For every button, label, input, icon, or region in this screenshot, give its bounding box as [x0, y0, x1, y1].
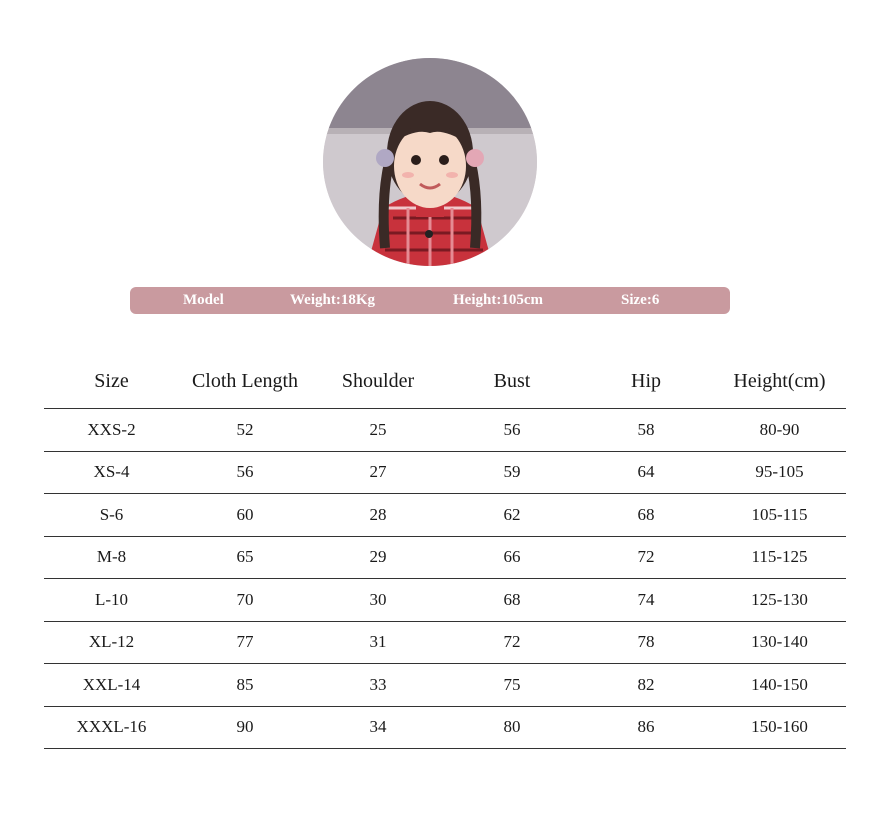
- cell-bust: 72: [445, 621, 579, 664]
- model-photo: [323, 58, 537, 266]
- cell-size: M-8: [44, 536, 179, 579]
- cell-height: 95-105: [713, 451, 846, 494]
- cell-hip: 82: [579, 664, 713, 707]
- cell-cloth-length: 70: [179, 579, 311, 622]
- cell-cloth-length: 52: [179, 409, 311, 452]
- cell-hip: 72: [579, 536, 713, 579]
- cell-bust: 59: [445, 451, 579, 494]
- cell-height: 150-160: [713, 706, 846, 749]
- cell-hip: 64: [579, 451, 713, 494]
- cell-cloth-length: 85: [179, 664, 311, 707]
- header-shoulder: Shoulder: [311, 355, 445, 409]
- cell-size: XXXL-16: [44, 706, 179, 749]
- table-row: [44, 579, 846, 622]
- cell-hip: 74: [579, 579, 713, 622]
- cell-size: XXS-2: [44, 409, 179, 452]
- header-cloth-length: Cloth Length: [179, 355, 311, 409]
- cell-hip: 86: [579, 706, 713, 749]
- table-row: [44, 536, 846, 579]
- cell-size: S-6: [44, 494, 179, 537]
- cell-shoulder: 34: [311, 706, 445, 749]
- cell-height: 105-115: [713, 494, 846, 537]
- cell-bust: 68: [445, 579, 579, 622]
- model-photo-illustration: [323, 58, 537, 266]
- model-size: Size:6: [621, 292, 660, 308]
- cell-hip: 78: [579, 621, 713, 664]
- cell-size: XS-4: [44, 451, 179, 494]
- model-info-bar: [130, 287, 730, 314]
- cell-cloth-length: 77: [179, 621, 311, 664]
- cell-size: XXL-14: [44, 664, 179, 707]
- table-row: [44, 706, 846, 749]
- table-row: [44, 621, 846, 664]
- header-hip: Hip: [579, 355, 713, 409]
- cell-bust: 62: [445, 494, 579, 537]
- cell-height: 80-90: [713, 409, 846, 452]
- cell-height: 140-150: [713, 664, 846, 707]
- cell-hip: 68: [579, 494, 713, 537]
- size-chart-table: [44, 355, 846, 749]
- cell-size: XL-12: [44, 621, 179, 664]
- cell-bust: 75: [445, 664, 579, 707]
- cell-shoulder: 31: [311, 621, 445, 664]
- model-weight: Weight:18Kg: [290, 292, 375, 308]
- cell-cloth-length: 56: [179, 451, 311, 494]
- cell-cloth-length: 65: [179, 536, 311, 579]
- header-size: Size: [44, 355, 179, 409]
- cell-shoulder: 27: [311, 451, 445, 494]
- cell-shoulder: 28: [311, 494, 445, 537]
- cell-bust: 80: [445, 706, 579, 749]
- cell-cloth-length: 60: [179, 494, 311, 537]
- header-height: Height(cm): [713, 355, 846, 409]
- cell-bust: 56: [445, 409, 579, 452]
- cell-shoulder: 33: [311, 664, 445, 707]
- table-row: [44, 409, 846, 452]
- table-header-row: [44, 355, 846, 409]
- cell-shoulder: 25: [311, 409, 445, 452]
- cell-bust: 66: [445, 536, 579, 579]
- cell-height: 130-140: [713, 621, 846, 664]
- header-bust: Bust: [445, 355, 579, 409]
- table-row: [44, 494, 846, 537]
- cell-shoulder: 30: [311, 579, 445, 622]
- cell-cloth-length: 90: [179, 706, 311, 749]
- cell-hip: 58: [579, 409, 713, 452]
- model-label: Model: [183, 292, 224, 308]
- cell-height: 125-130: [713, 579, 846, 622]
- cell-size: L-10: [44, 579, 179, 622]
- table-row: [44, 664, 846, 707]
- cell-shoulder: 29: [311, 536, 445, 579]
- model-height: Height:105cm: [453, 292, 543, 308]
- cell-height: 115-125: [713, 536, 846, 579]
- table-row: [44, 451, 846, 494]
